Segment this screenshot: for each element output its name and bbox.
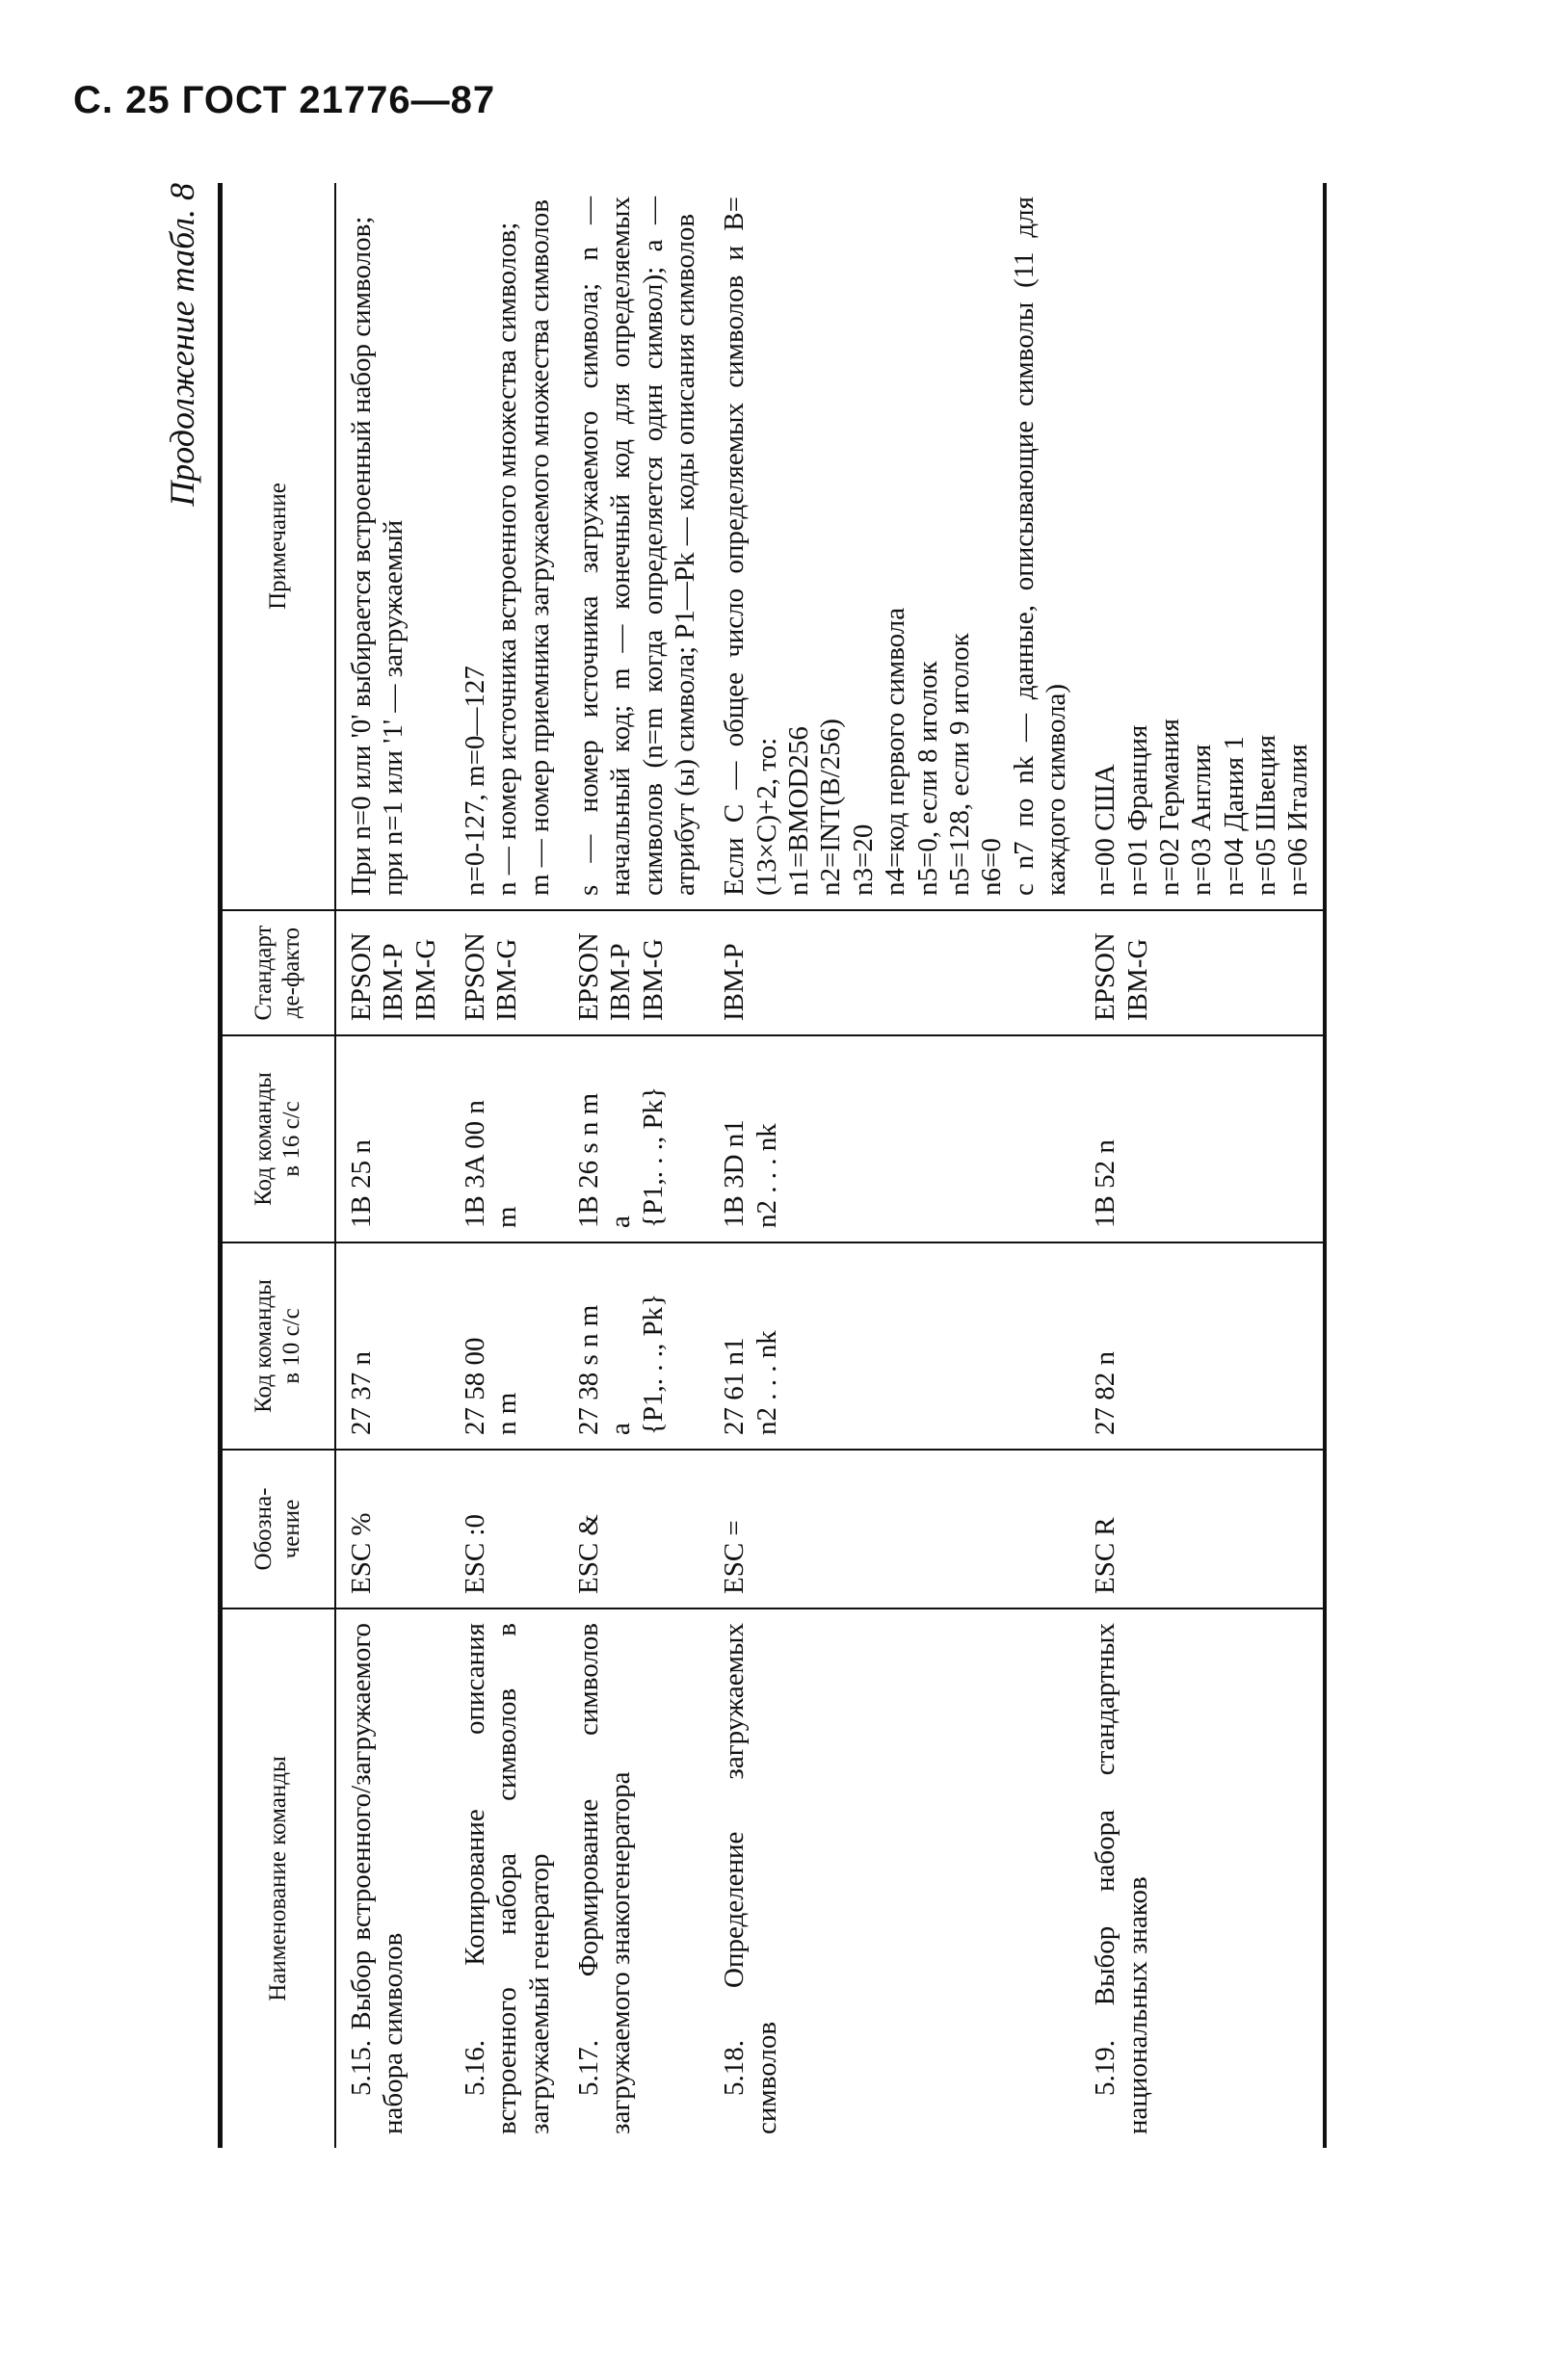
note-line: Если C — общее число определяемых символов и B=(13×C)+2, то:	[719, 196, 782, 896]
command-name: 5.17. Формирование символов загружаемого знакогенератора	[573, 1623, 637, 2134]
standard-cell: EPSON IBM-P IBM-G	[335, 910, 450, 1035]
hex-code-cell: 1B 3A 00 n m	[450, 1035, 564, 1242]
designation-cell: ESC :0	[450, 1450, 564, 1608]
command-name: 5.15. Выбор встроенного/загружаемого набора символов	[346, 1623, 409, 2134]
note-line: n=02 Германия	[1153, 719, 1185, 896]
designation-cell: ESC =	[709, 1450, 1080, 1608]
column-header: Наименование команды	[221, 1608, 336, 2148]
table-row	[450, 183, 564, 2148]
standard-cell: EPSON IBM-G	[1080, 910, 1324, 1035]
note-line: s — номер источника загружаемого символа; n — начальный код; m — конечный код для определяемых символов (n=m когда определяется один символ); a — атрибут (ы) символа; P1—Pk — коды описания символов	[573, 196, 701, 896]
command-name: 5.18. Определение загружаемых символов	[719, 1623, 782, 2134]
note-line: n1=BMOD256	[783, 726, 815, 896]
note-line: при n=1 или '1' — загружаемый	[378, 519, 409, 896]
dec-code-cell: 27 38 s n m a {P1,. . ., Pk}	[564, 1242, 709, 1450]
notes-cell	[564, 183, 709, 910]
command-table	[218, 183, 1327, 2148]
table-row	[709, 183, 1080, 2148]
note-line: n=05 Швеция	[1250, 734, 1281, 896]
dec-code-cell: 27 82 n	[1080, 1242, 1324, 1450]
designation-cell: ESC &	[564, 1450, 709, 1608]
note-line: n4=код первого символа	[880, 607, 911, 896]
note-line: n3=20	[847, 824, 879, 896]
hex-code-cell: 1B 25 n	[335, 1035, 450, 1242]
table-row	[564, 183, 709, 2148]
column-header: Код команды в 10 с/с	[221, 1242, 336, 1450]
notes-cell	[450, 183, 564, 910]
command-name: 5.19. Выбор набора стандартных национальных знаков	[1090, 1623, 1153, 2134]
column-header: Код команды в 16 с/с	[221, 1035, 336, 1242]
note-line: n6=0	[976, 838, 1008, 896]
table-row	[335, 183, 450, 2148]
table-row	[1080, 183, 1324, 2148]
hex-code-cell: 1B 3D n1 n2 . . . nk	[709, 1035, 1080, 1242]
dec-code-cell: 27 37 n	[335, 1242, 450, 1450]
standard-cell: EPSON IBM-P IBM-G	[564, 910, 709, 1035]
note-line: n=0-127, m=0—127	[460, 666, 491, 896]
note-line: n=04 Дания 1	[1218, 736, 1250, 896]
page-header: С. 25 ГОСТ 21776—87	[73, 79, 496, 121]
note-line: n2=INT(B/256)	[815, 719, 847, 896]
designation-cell: ESC R	[1080, 1450, 1324, 1608]
note-line: n — номер источника встроенного множества символов;	[491, 222, 523, 896]
command-name-cell	[564, 1608, 709, 2148]
note-line: m — номер приемника загружаемого множества символов	[523, 199, 555, 896]
command-name-cell	[709, 1608, 1080, 2148]
column-header: Примечание	[221, 183, 336, 910]
designation-cell: ESC %	[335, 1450, 450, 1608]
table-continuation-label: Продолжение табл. 8	[163, 183, 201, 507]
command-name-cell	[450, 1608, 564, 2148]
notes-cell	[335, 183, 450, 910]
note-line: n=00 США	[1090, 764, 1121, 896]
note-line: n=03 Англия	[1186, 744, 1218, 896]
rotated-table-frame	[154, 183, 1522, 2148]
hex-code-cell: 1B 52 n	[1080, 1035, 1324, 1242]
dec-code-cell: 27 58 00 n m	[450, 1242, 564, 1450]
notes-cell	[1080, 183, 1324, 910]
hex-code-cell: 1B 26 s n m a {P1,. . ., Pk}	[564, 1035, 709, 1242]
table-header-row	[221, 183, 336, 2148]
dec-code-cell: 27 61 n1 n2 . . . nk	[709, 1242, 1080, 1450]
note-line: n5=128, если 9 иголок	[943, 633, 975, 896]
note-line: n5=0, если 8 иголок	[911, 661, 943, 896]
note-line: При n=0 или '0' выбирается встроенный набор символов;	[346, 216, 377, 896]
command-name-cell	[335, 1608, 450, 2148]
notes-cell	[709, 183, 1080, 910]
note-line: n=01 Франция	[1121, 724, 1153, 896]
command-name-cell	[1080, 1608, 1324, 2148]
command-name: 5.16. Копирование описания встроенного набора символов в загружаемый генератор	[460, 1623, 555, 2134]
note-line: с n7 по nk — данные, описывающие символы (11 для каждого символа)	[1008, 196, 1071, 896]
column-header: Обозна- чение	[221, 1450, 336, 1608]
standard-cell: EPSON IBM-G	[450, 910, 564, 1035]
note-line: n=06 Италия	[1282, 744, 1314, 896]
column-header: Стандарт де-факто	[221, 910, 336, 1035]
standard-cell: IBM-P	[709, 910, 1080, 1035]
